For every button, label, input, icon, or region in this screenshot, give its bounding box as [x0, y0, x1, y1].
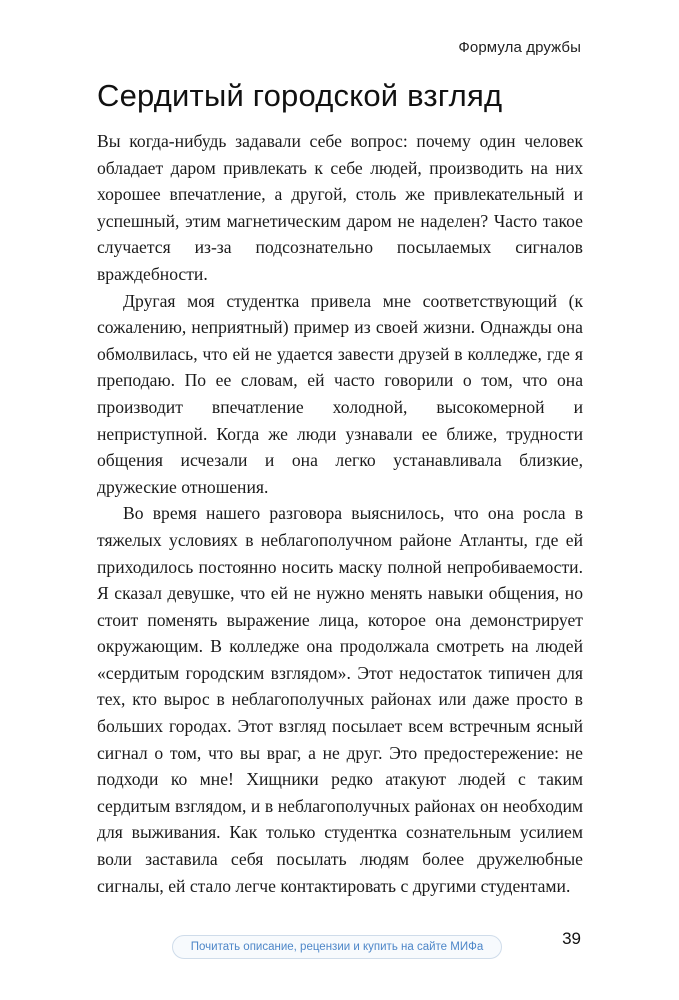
running-header: Формула дружбы [458, 39, 581, 56]
chapter-title: Сердитый городской взгляд [97, 78, 503, 113]
paragraph: Вы когда-нибудь задавали себе вопрос: почему один человек обладает даром привлекать к себе людей, производить на них хорошее впечатление, а другой, столь же привлекательный и успешный, этим магнетическим даром не наделен? Часто такое случается из-за подсознательно посылаемых сигналов враждебности. [97, 131, 583, 284]
paragraph: Другая моя студентка привела мне соответствующий (к сожалению, неприятный) пример из своей жизни. Однажды она обмолвилась, что ей не удается завести друзей в колледже, где я преподаю. По ее словам, ей часто говорили о том, что она производит впечатление холодной, высокомерной и неприступной. Когда же люди узнавали ее ближе, трудности общения исчезали и она легко устанавливала близкие, дружеские отношения. [97, 290, 583, 497]
mif-store-link[interactable]: Почитать описание, рецензии и купить на сайте МИФа [172, 935, 502, 959]
page-number: 39 [562, 929, 581, 948]
body-text [97, 128, 583, 899]
paragraph: Во время нашего разговора выяснилось, что она росла в тяжелых условиях в неблагополучном районе Атланты, где ей приходилось постоянно носить маску полной непробиваемости. Я сказал девушке, что ей не нужно менять навыки общения, но стоит поменять выражение лица, которое она демонстрирует окружающим. В колледже она продолжала смотреть на людей «сердитым городским взглядом». Этот недостаток типичен для тех, кто вырос в неблагополучных районах или даже просто в больших городах. Этот взгляд посылает всем встречным ясный сигнал о том, что вы враг, а не друг. Это предостережение: не подходи ко мне! Хищники редко атакуют людей с таким сердитым взглядом, и в неблагополучных районах он необходим для выживания. Как только студентка сознательным усилием воли заставила себя посылать людям более дружелюбные сигналы, ей стало легче контактировать с другими студентами. [97, 503, 583, 896]
